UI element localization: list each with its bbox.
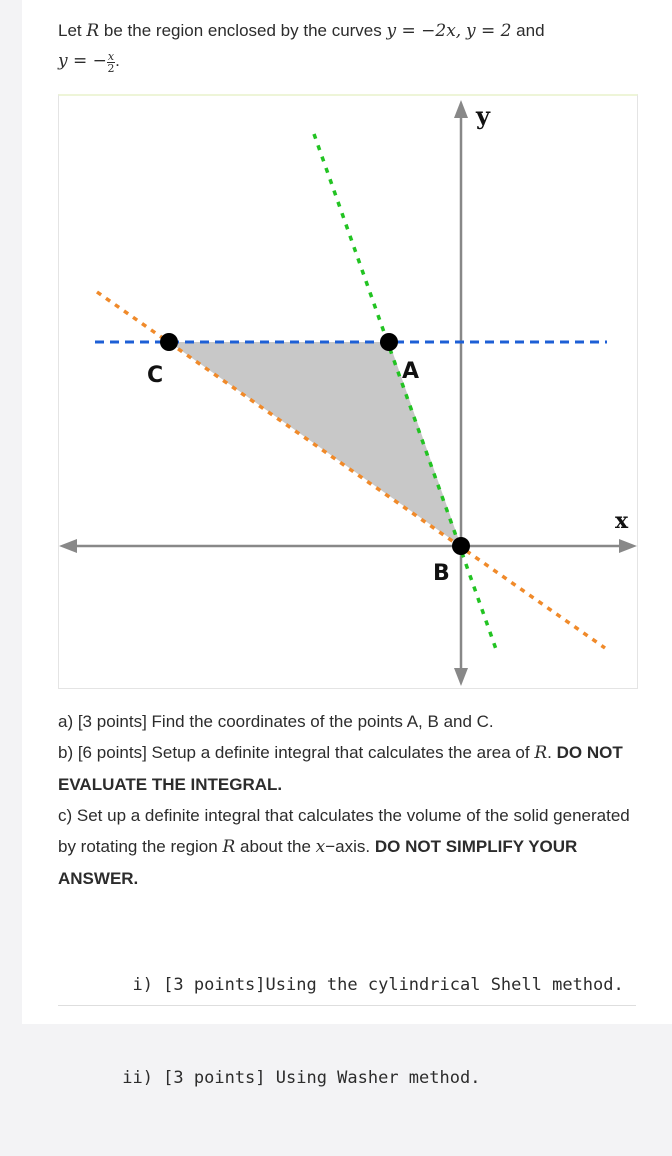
y-axis-arrow-down bbox=[454, 668, 468, 686]
region-symbol: R bbox=[86, 21, 100, 41]
point-c-marker bbox=[160, 333, 178, 351]
y-axis-label: y bbox=[476, 101, 490, 130]
intro-period: . bbox=[115, 51, 120, 70]
question-c-region: R bbox=[222, 837, 236, 857]
question-b-period: . bbox=[547, 743, 552, 762]
fraction-denominator: 2 bbox=[107, 62, 115, 75]
question-c bbox=[58, 800, 648, 894]
question-c-text-1: c) Set up a definite integral that calculates the volume of the solid generated by rotating the region bbox=[58, 806, 630, 856]
intro-text-region: be the region enclosed by the curves bbox=[103, 21, 382, 40]
intro-and: and bbox=[516, 21, 545, 40]
divider bbox=[58, 1005, 636, 1006]
questions bbox=[58, 706, 648, 894]
question-c-text-3: −axis. bbox=[325, 837, 371, 856]
curve-1: y = −2x, bbox=[386, 21, 462, 41]
region-figure bbox=[58, 94, 638, 689]
point-c-label: C bbox=[147, 363, 164, 388]
x-axis-label: x bbox=[615, 508, 629, 534]
x-axis-arrow-right bbox=[619, 539, 637, 553]
question-b bbox=[58, 737, 648, 800]
problem-intro bbox=[58, 16, 638, 76]
curve-3-fraction bbox=[107, 51, 115, 74]
region-graph bbox=[59, 96, 637, 688]
question-b-instruction: DO NOT EVALUATE THE INTEGRAL. bbox=[58, 743, 623, 794]
point-b-label: B bbox=[433, 561, 450, 586]
document-page bbox=[22, 0, 672, 1088]
question-b-region: R bbox=[534, 743, 548, 763]
point-a-label: A bbox=[402, 359, 420, 384]
point-b-marker bbox=[452, 537, 470, 555]
question-c-instruction: DO NOT SIMPLIFY YOUR ANSWER. bbox=[58, 837, 578, 888]
sub-question-ii: ii) [3 points] Using Washer method. bbox=[112, 1068, 481, 1088]
curve-3-lhs: y = − bbox=[58, 51, 107, 71]
sub-questions bbox=[112, 908, 652, 1156]
fraction-numerator: x bbox=[107, 50, 115, 63]
question-c-axis: x bbox=[315, 837, 326, 857]
x-axis-arrow-left bbox=[59, 539, 77, 553]
sub-question-i: i) [3 points]Using the cylindrical Shell method. bbox=[112, 975, 624, 995]
y-axis-arrow-up bbox=[454, 100, 468, 118]
intro-text-let: Let bbox=[58, 21, 82, 40]
question-a: a) [3 points] Find the coordinates of the points A, B and C. bbox=[58, 712, 494, 731]
question-c-text-2: about the bbox=[240, 837, 311, 856]
curve-2: y = 2 bbox=[465, 21, 512, 41]
question-b-text: b) [6 points] Setup a definite integral that calculates the area of bbox=[58, 743, 530, 762]
point-a-marker bbox=[380, 333, 398, 351]
